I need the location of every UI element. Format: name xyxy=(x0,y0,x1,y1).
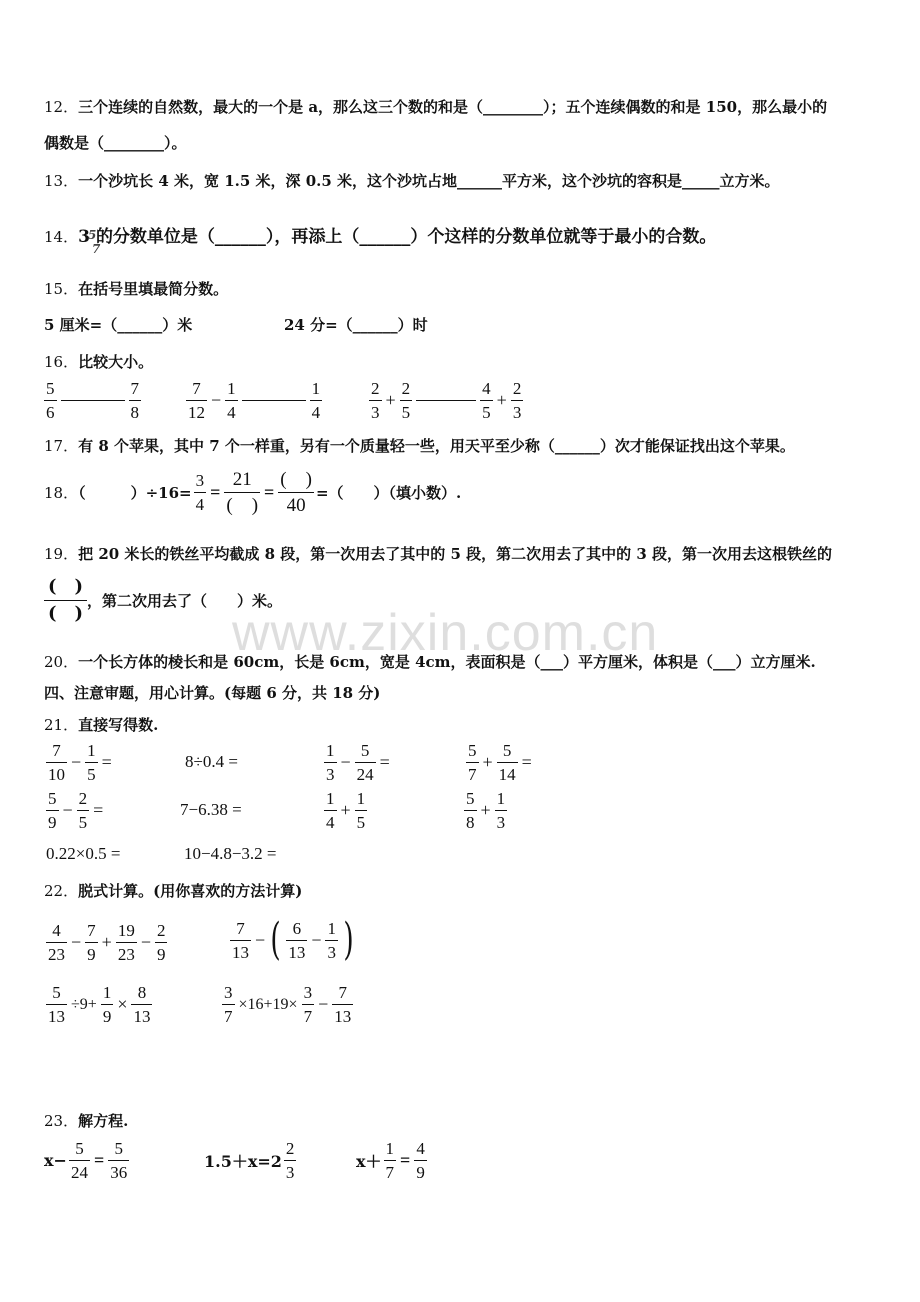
calc-item: $\frac{7}{10}$ − $\frac{1}{5}$ = xyxy=(48,741,112,784)
question-21 xyxy=(44,714,158,735)
blank-expression: 24 分=（______）时 xyxy=(284,316,428,334)
question-18: 18．（ ）÷16= $\frac{3}{4}$ = $\frac{21}{( )}$ = $\frac{( )}{40}$ =（ ）（填小数）. xyxy=(44,469,462,516)
question-text: 把 20 米长的铁丝平均截成 8 段，第一次用去了其中的 5 段，第二次用去了其中的 3 段，第一次用去这根铁丝的 xyxy=(78,545,833,563)
equation: x＋ $\frac{1}{7}$ = $\frac{4}{9}$ xyxy=(356,1139,425,1182)
question-12-line2 xyxy=(44,132,187,153)
question-23 xyxy=(44,1110,128,1131)
fraction: $\frac{4}{9}$ xyxy=(416,1139,425,1182)
question-number: 18． xyxy=(44,484,79,502)
answer-blank xyxy=(242,400,306,401)
question-text: 有 8 个苹果，其中 7 个一样重，另有一个质量轻一些，用天平至少称（______）次才能保证找出这个苹果。 xyxy=(78,437,795,455)
question-number: 23． xyxy=(44,1112,79,1130)
calc-item: $\frac{1}{3}$ − $\frac{5}{24}$ = xyxy=(326,741,390,784)
fraction: $\frac{1}{7}$ xyxy=(385,1139,395,1182)
fraction: $\frac{6}{13}$ xyxy=(288,918,306,962)
question-15-part-b xyxy=(284,314,428,335)
calc-item: $\frac{5}{9}$ − $\frac{2}{5}$ = xyxy=(48,789,104,832)
calc-expression: $\frac{7}{13}$ − ( $\frac{6}{13}$ − $\frac{1}{3}$ ) xyxy=(232,914,354,965)
fraction: $\frac{7}{13}$ xyxy=(334,983,352,1026)
fraction-with-blank: $\frac{21}{( )}$ xyxy=(226,469,259,516)
calc-item: $\frac{1}{4}$ + $\frac{1}{5}$ xyxy=(326,789,366,832)
fraction: $\frac{1}{3}$ xyxy=(327,918,336,962)
calc-item: 8÷0.4 = xyxy=(185,752,238,771)
question-14: 14．3 5 7 的分数单位是（______），再添上（______）个这样的分数单位就等于最小的合数。 xyxy=(44,227,717,256)
fraction: $\frac{19}{23}$ xyxy=(117,921,135,964)
fraction: $\frac{3}{7}$ xyxy=(224,983,233,1026)
question-number: 13． xyxy=(44,172,79,190)
fraction-with-blank: $\frac{( )}{40}$ xyxy=(280,469,312,516)
equation: x− $\frac{5}{24}$ = $\frac{5}{36}$ xyxy=(44,1139,128,1182)
fraction: $\frac{7}{13}$ xyxy=(232,918,249,962)
calc-item: 7−6.38 = xyxy=(180,800,242,819)
fraction: $\frac{5}{24}$ xyxy=(70,1139,88,1182)
question-number: 21． xyxy=(44,716,79,734)
expression-part: （ ）÷16= xyxy=(78,484,192,502)
answer-blank xyxy=(61,400,125,401)
fraction: $\frac{5}{8}$ xyxy=(466,789,475,832)
fraction: $\frac{7}{8}$ xyxy=(130,379,139,422)
fraction: $\frac{2}{3}$ xyxy=(285,1139,295,1182)
fraction: $\frac{5}{36}$ xyxy=(110,1139,128,1182)
question-text: 解方程. xyxy=(78,1112,129,1130)
question-text: 的分数单位是（______），再添上（______）个这样的分数单位就等于最小的合数。 xyxy=(95,227,717,247)
fraction: $\frac{2}{9}$ xyxy=(156,921,166,964)
fraction: $\frac{1}{4}$ xyxy=(326,789,335,832)
fraction-with-blank: $\frac{( )}{( )}$ xyxy=(44,578,87,623)
fraction: $\frac{2}{5}$ xyxy=(401,379,411,422)
question-15 xyxy=(44,278,228,299)
fraction: $\frac{5}{7}$ xyxy=(468,741,477,784)
question-text: 直接写得数. xyxy=(78,716,159,734)
right-paren: ) xyxy=(343,914,354,965)
question-17 xyxy=(44,435,795,456)
question-text: 一个长方体的棱长和是 60cm，长是 6cm，宽是 4cm，表面积是（___）平方厘米，体积是（___）立方厘米. xyxy=(78,653,816,671)
left-paren: ( xyxy=(270,914,281,965)
fraction: $\frac{5}{24}$ xyxy=(356,741,374,784)
calc-item: 0.22×0.5 = xyxy=(46,844,121,863)
question-number: 16． xyxy=(44,353,79,371)
compare-expression-3: $\frac{2}{3}$ + $\frac{2}{5}$ $\frac{4}{5}$ + $\frac{2}{3}$ xyxy=(371,379,522,422)
question-number: 15． xyxy=(44,280,79,298)
calc-expression: $\frac{5}{13}$ ÷9+ $\frac{1}{9}$ × $\frac{8}{13}$ xyxy=(48,983,151,1026)
fraction: $\frac{1}{5}$ xyxy=(356,789,366,832)
question-12 xyxy=(44,96,827,117)
fraction: $\frac{1}{4}$ xyxy=(227,379,236,422)
question-19 xyxy=(44,543,832,564)
fraction: $\frac{2}{3}$ xyxy=(512,379,522,422)
question-number: 19． xyxy=(44,545,79,563)
fraction: $\frac{4}{5}$ xyxy=(482,379,491,422)
fraction: $\frac{1}{3}$ xyxy=(496,789,506,832)
question-text: 偶数是（________）。 xyxy=(44,134,187,152)
question-text: 三个连续的自然数，最大的一个是 a，那么这三个数的和是（________）；五个连续偶数的和是 150，那么最小的 xyxy=(78,98,828,116)
fraction: $\frac{1}{3}$ xyxy=(326,741,335,784)
blank-expression: 5 厘米=（______）米 xyxy=(44,316,193,334)
question-text: ，第二次用去了（ ）米。 xyxy=(87,592,283,610)
question-20 xyxy=(44,651,816,672)
fraction: $\frac{2}{3}$ xyxy=(371,379,380,422)
fraction: $\frac{1}{9}$ xyxy=(102,983,112,1026)
question-text: 脱式计算。(用你喜欢的方法计算) xyxy=(78,882,303,900)
answer-blank xyxy=(416,400,476,401)
mixed-number-whole: 3 xyxy=(78,227,90,247)
fraction: $\frac{1}{5}$ xyxy=(87,741,96,784)
calc-item: 10−4.8−3.2 = xyxy=(184,844,277,863)
fraction: $\frac{3}{7}$ xyxy=(303,983,313,1026)
question-number: 22． xyxy=(44,882,79,900)
question-22 xyxy=(44,880,302,901)
question-number: 17． xyxy=(44,437,79,455)
calc-item: $\frac{5}{7}$ + $\frac{5}{14}$ = xyxy=(468,741,532,784)
fraction: $\frac{5}{9}$ xyxy=(48,789,57,832)
question-text: 在括号里填最简分数。 xyxy=(78,280,229,298)
question-15-part-a xyxy=(44,314,192,335)
equation: 1.5＋x=2 $\frac{2}{3}$ xyxy=(204,1139,295,1182)
question-text: 比较大小。 xyxy=(78,353,154,371)
section-heading xyxy=(44,682,380,703)
compare-expression-1 xyxy=(42,380,143,421)
fraction: $\frac{4}{23}$ xyxy=(48,921,65,964)
fraction: $\frac{5}{14}$ xyxy=(498,741,516,784)
calc-expression: $\frac{4}{23}$ − $\frac{7}{9}$ + $\frac{19}{23}$ − $\frac{2}{9}$ xyxy=(48,921,166,964)
calc-expression: $\frac{3}{7}$ ×16+19× $\frac{3}{7}$ − $\frac{7}{13}$ xyxy=(224,983,352,1026)
expression-part: =（ ）（填小数）. xyxy=(315,484,462,502)
fraction: $\frac{3}{4}$ xyxy=(195,471,205,514)
question-13 xyxy=(44,170,780,191)
question-text: 一个沙坑长 4 米，宽 1.5 米，深 0.5 米，这个沙坑占地______平方米，这个沙坑的容积是_____立方米。 xyxy=(78,172,780,190)
question-number: 20． xyxy=(44,653,79,671)
question-number: 14． xyxy=(44,228,79,246)
fraction: $\frac{7}{12}$ xyxy=(188,379,205,422)
fraction: $\frac{7}{10}$ xyxy=(48,741,65,784)
fraction: $\frac{1}{4}$ xyxy=(311,379,321,422)
fraction: $\frac{5}{6}$ xyxy=(46,379,55,422)
watermark: www.zixin.com.cn xyxy=(232,604,659,662)
compare-expression-2: $\frac{7}{12}$ − $\frac{1}{4}$ $\frac{1}{4}$ xyxy=(188,379,321,422)
fraction: $\frac{8}{13}$ xyxy=(133,983,151,1026)
question-16 xyxy=(44,351,153,372)
fraction: $\frac{2}{5}$ xyxy=(78,789,88,832)
calc-item: $\frac{5}{8}$ + $\frac{1}{3}$ xyxy=(466,789,506,832)
section-title: 四、注意审题，用心计算。(每题 6 分，共 18 分) xyxy=(44,684,381,702)
question-number: 12． xyxy=(44,98,79,116)
fraction: $\frac{5}{13}$ xyxy=(48,983,65,1026)
fraction: $\frac{7}{9}$ xyxy=(87,921,96,964)
